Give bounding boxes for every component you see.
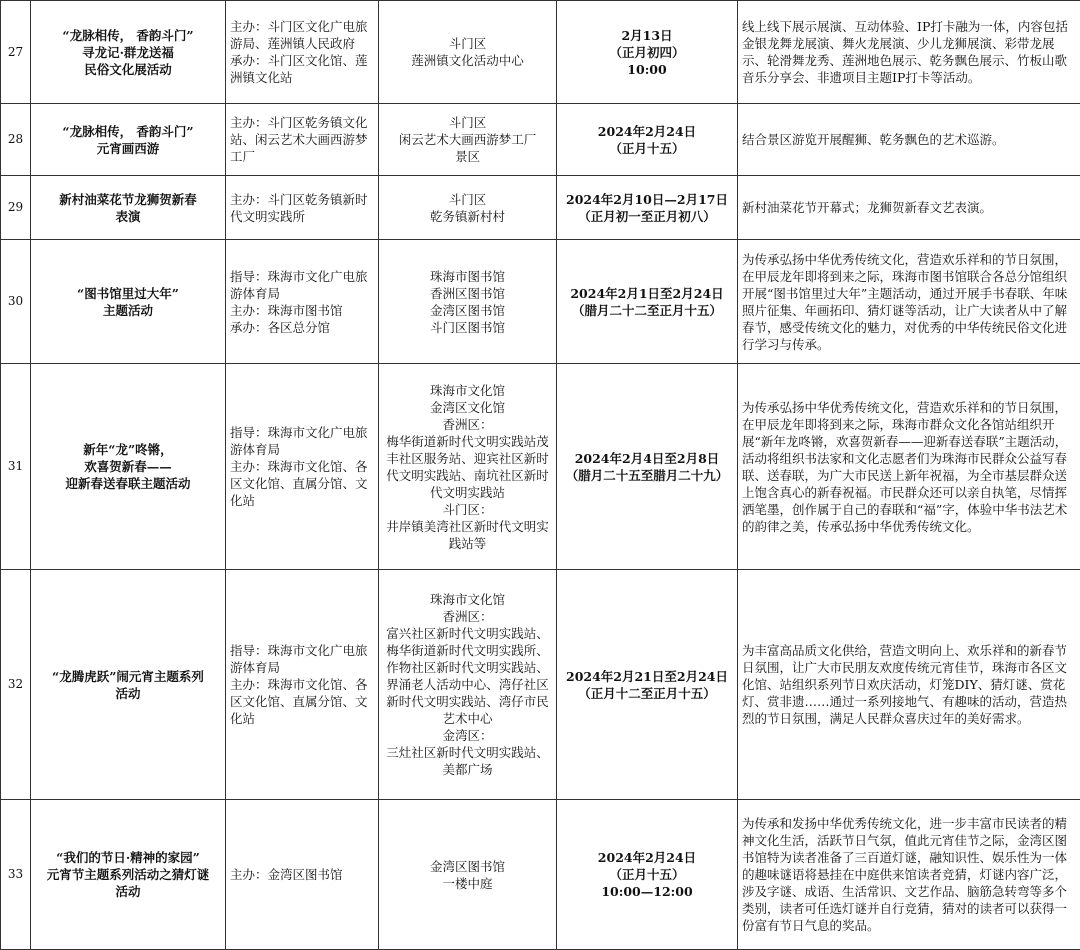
cell-line: 主办：珠海市文化馆、各区文化馆、直属分馆、文化站 [230,677,368,726]
cell-line: 承办：斗门区文化馆、莲洲镇文化站 [230,53,368,85]
event-name-cell [31,240,226,364]
cell-line: （正月十五） [609,140,685,156]
cell-line: 三灶社区新时代文明实践站、美都广场 [386,745,549,777]
cell-line: 迎新春送春联主题活动 [65,476,191,491]
row-number-cell: 27 [1,1,31,104]
cell-line: 10:00—12:00 [601,884,693,899]
row-number-cell: 29 [1,176,31,240]
cell-line: 珠海市文化馆 [429,592,505,607]
cell-line: “龙腾虎跃”闹元宵主题系列 [52,668,204,684]
cell-line: 主办：斗门区乾务镇新时代文明实践所 [230,191,368,224]
cell-line: “我们的节日·精神的家园” [56,850,200,865]
cell-line: 主办：珠海市图书馆 [230,302,343,318]
cell-line: 元宵节主题系列活动之猜灯谜 [46,867,210,882]
venue-cell [379,800,557,950]
content-cell: 线上线下展示展演、互动体验、IP打卡融为一体，内容包括金银龙舞龙展演、舞火龙展演、少儿龙狮展演、彩带龙展示、轮滑舞龙秀、莲洲地色展示、乾务飘色展示、竹板山歌音乐分享会、非遗项目主题IP打卡等活动。 [738,1,1080,104]
cell-line: （正月十二至正月十五） [578,685,716,701]
cell-line: “图书馆里过大年” [77,285,179,301]
organizer-cell [226,176,379,240]
table-row [1,1,1080,104]
time-cell [557,104,738,176]
cell-line: 新村油菜花节龙狮贺新春 [59,191,197,207]
event-name-cell [31,800,226,950]
content-cell: 为传承弘扬中华优秀传统文化，营造欢乐祥和的节日氛围，在甲辰龙年即将到来之际，珠海市图书馆联合各总分馆组织开展“图书馆里过大年”主题活动，通过开展手书春联、年味照片征集、年画拓印、猜灯谜等活动，让广大读者从中了解春节，感受传统文化的魅力，对优秀的中华传统民俗文化进行学习与传承。 [738,240,1080,364]
cell-line: 2024年2月24日 [597,123,697,139]
cell-line: 活动 [115,884,141,899]
organizer-cell [226,1,379,104]
cell-line: 指导：珠海市文化广电旅游体育局 [230,425,368,457]
cell-line: 景区 [454,149,480,164]
content-cell: 新村油菜花节开幕式；龙狮贺新春文艺表演。 [738,176,1080,240]
venue-cell [379,240,557,364]
cell-line: （正月初四） [609,44,685,60]
cell-line: （腊月二十二至正月十五） [571,302,722,318]
cell-line: 主办：斗门区文化广电旅游局、莲洲镇人民政府 [230,19,368,51]
cell-line: 欢喜贺新春—— [84,459,172,474]
cell-line: 指导：珠海市文化广电旅游体育局 [230,643,368,675]
cell-line: 斗门区 [448,191,487,207]
table-row [1,176,1080,240]
organizer-cell [226,800,379,950]
cell-line: （正月初一至正月初八） [578,208,716,224]
row-number-cell: 30 [1,240,31,364]
cell-line: 乾务镇新村村 [429,208,505,224]
row-number-cell: 32 [1,570,31,800]
cell-line: （腊月二十五至腊月二十九） [565,467,729,483]
table-row [1,364,1080,570]
content-cell: 为传承弘扬中华优秀传统文化，营造欢乐祥和的节日氛围，在甲辰龙年即将到来之际，珠海市群众文化各馆站组织开展“新年龙咚锵，欢喜贺新春——迎新春送春联”主题活动，活动将组织书法家和文化志愿者们为珠海市民群众公益写春联、送春联，为广大市民送上新年祝福，为全市基层群众送上饱含真心的新春祝福。市民群众还可以亲自执笔，尽情挥洒笔墨，创作属于自己的春联和“福”字，体验中华书法艺术的韵律之美，传承弘扬中华优秀传统文化。 [738,364,1080,570]
cell-line: 斗门区图书馆 [429,319,505,335]
cell-line: 珠海市文化馆 [429,382,505,398]
cell-line: （正月十五） [609,867,685,882]
cell-line: 斗门区： [442,501,493,517]
venue-cell [379,364,557,570]
cell-line: 指导：珠海市文化广电旅游体育局 [230,268,368,301]
cell-line: 2024年2月4日至2月8日 [574,450,720,466]
cell-line: 莲洲镇文化活动中心 [411,53,524,68]
cell-line: 2月13日 [621,27,673,43]
cell-line: 香洲区： [442,609,493,624]
cell-line: 金湾区图书馆 [429,302,505,318]
cell-line: 香洲区图书馆 [429,285,505,301]
organizer-cell [226,570,379,800]
cell-line: 梅华街道新时代文明实践站茂丰社区服务站、迎宾社区新时代文明实践站、南坑社区新时代文明实践站 [386,433,549,500]
event-name-cell [31,176,226,240]
cell-line: 井岸镇美湾社区新时代文明实践站等 [386,518,549,551]
organizer-cell [226,104,379,176]
cell-line: 民俗文化展活动 [84,61,172,77]
venue-cell [379,570,557,800]
cell-line: 2024年2月10日—2月17日 [566,191,728,207]
cell-line: 香洲区： [442,416,493,432]
content-cell: 为丰富高品质文化供给，营造文明向上、欢乐祥和的新春节日氛围，让广大市民朋友欢度传统元宵佳节，珠海市各区文化馆、站组织系列节日欢庆活动，灯笼DIY、猜灯谜、赏花灯、赏非遗……通过一系列接地气、有趣味的活动，营造热烈的节日氛围，满足人民群众喜庆过年的美好需求。 [738,570,1080,800]
cell-line: 闲云艺术大画西游梦工厂 [398,132,537,147]
cell-line: 斗门区 [448,115,487,130]
cell-line: 主办：金湾区图书馆 [230,867,343,882]
table-row [1,800,1080,950]
cell-line: 2024年2月1日至2月24日 [570,285,724,301]
cell-line: 主题活动 [102,302,153,318]
event-name-cell [31,104,226,176]
cell-line: 2024年2月24日 [597,850,697,865]
cell-line: 元宵画西游 [96,140,160,156]
cell-line: 一楼中庭 [442,875,493,891]
cell-line: 表演 [115,208,141,224]
time-cell [557,240,738,364]
cell-line: “龙脉相传， 香韵斗门” [62,123,194,139]
time-cell [557,1,738,104]
time-cell [557,364,738,570]
event-name-cell [31,570,226,800]
cell-line: 主办：斗门区乾务镇文化站、闲云艺术大画西游梦工厂 [230,115,368,164]
time-cell [557,570,738,800]
organizer-cell [226,240,379,364]
cell-line: 寻龙记·群龙送福 [82,44,174,60]
event-name-cell [31,364,226,570]
cell-line: 10:00 [627,61,667,77]
table-row [1,240,1080,364]
time-cell [557,176,738,240]
time-cell [557,800,738,950]
row-number-cell: 28 [1,104,31,176]
cell-line: 金湾区图书馆 [429,858,505,874]
venue-cell [379,176,557,240]
table-row [1,570,1080,800]
table-row [1,104,1080,176]
table-body [1,1,1080,950]
venue-cell [379,104,557,176]
cell-line: 主办：珠海市文化馆、各区文化馆、直属分馆、文化站 [230,459,368,508]
cell-line: 承办：各区总分馆 [230,319,331,335]
cell-line: 珠海市图书馆 [429,268,505,284]
cell-line: 金湾区： [442,728,493,743]
cell-line: 金湾区文化馆 [429,399,505,415]
cell-line: 斗门区 [448,36,487,51]
event-name-cell [31,1,226,104]
content-cell: 结合景区游览开展醒狮、乾务飘色的艺术巡游。 [738,104,1080,176]
venue-cell [379,1,557,104]
cell-line: 2024年2月21日至2月24日 [566,668,728,684]
organizer-cell [226,364,379,570]
cell-line: “龙脉相传， 香韵斗门” [62,27,194,43]
row-number-cell: 33 [1,800,31,950]
cell-line: 新年“龙”咚锵， [83,442,173,457]
cell-line: 富兴社区新时代文明实践站、梅华街道新时代文明实践所、作物社区新时代文明实践站、界涌老人活动中心、湾仔社区新时代文明实践站、湾仔市民艺术中心 [386,626,549,726]
row-number-cell: 31 [1,364,31,570]
content-cell: 为传承和发扬中华优秀传统文化，进一步丰富市民读者的精神文化生活，活跃节日气氛，值此元宵佳节之际，金湾区图书馆特为读者准备了三百道灯谜，融知识性、娱乐性为一体的趣味谜语将悬挂在中庭供来馆读者竞猜，灯谜内容广泛，涉及字谜、成语、生活常识、文艺作品、脑筋急转弯等多个类别，读者可任选灯谜并自行竞猜，猜对的读者可以获得一份富有节日气息的奖品。 [738,800,1080,950]
cell-line: 活动 [115,685,141,701]
